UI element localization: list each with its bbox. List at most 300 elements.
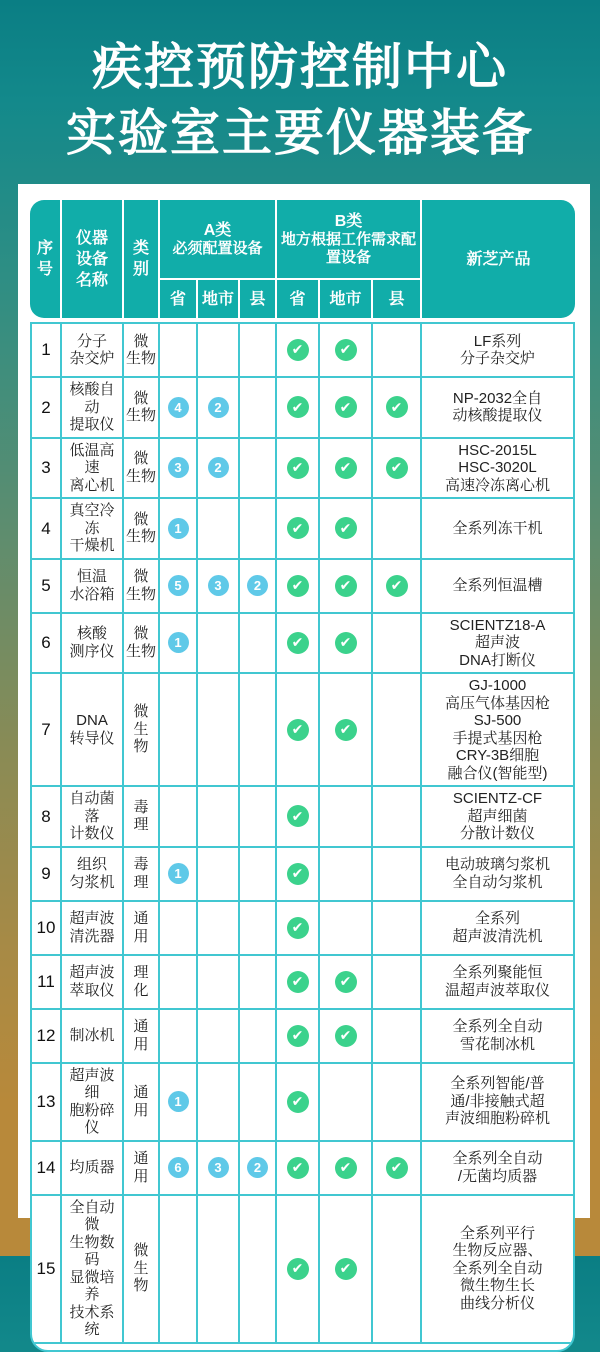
group-b-title: B类 — [334, 212, 363, 230]
cell-index: 9 — [41, 863, 51, 883]
check-icon: ✔ — [287, 396, 309, 418]
cell-index: 4 — [41, 518, 51, 538]
product-line: 分子杂交炉 — [459, 350, 535, 367]
product-line: 超声细菌 — [467, 807, 528, 825]
cell-b-province — [275, 674, 318, 785]
cell-a-county — [238, 787, 275, 846]
cell-b-province — [275, 902, 318, 954]
check-icon: ✔ — [287, 457, 309, 479]
cell-b-city — [318, 560, 371, 612]
cell-b-province — [275, 848, 318, 900]
category-line: 用 — [133, 1167, 149, 1185]
name-line: 显微培养 — [69, 1268, 115, 1303]
cell-a-county — [238, 1010, 275, 1062]
product-line: 全自动匀浆机 — [452, 873, 543, 891]
cell-category — [122, 1196, 158, 1342]
table-row — [32, 1010, 573, 1064]
cell-b-province — [275, 439, 318, 498]
cell-name — [60, 902, 122, 954]
cell-b-province — [275, 956, 318, 1008]
category-line: 通 — [133, 1084, 149, 1101]
cell-b-county — [371, 956, 420, 1008]
product-line: /无菌均质器 — [457, 1167, 538, 1185]
cell-b-province — [275, 324, 318, 376]
group-b-subtitle: 地方根据工作需求配置设备 — [280, 230, 416, 266]
category-line: 微 — [133, 625, 149, 643]
cell-a-province — [158, 439, 196, 498]
product-line: 电动玻璃匀浆机 — [444, 856, 550, 873]
cell-product — [420, 1010, 573, 1062]
table-header — [30, 200, 575, 318]
name-line: 离心机 — [69, 476, 115, 494]
category-line: 通 — [133, 1018, 149, 1035]
poster-title — [0, 34, 600, 166]
cell-category — [122, 674, 158, 785]
check-icon: ✔ — [335, 1025, 357, 1047]
cell-b-city — [318, 674, 371, 785]
cell-index: 10 — [36, 917, 56, 937]
product-line: HSC-3020L — [458, 459, 537, 476]
check-icon: ✔ — [386, 396, 408, 418]
header-a-county: 县 — [238, 278, 275, 318]
product-line: 高压气体基因枪 — [444, 694, 550, 712]
cell-b-city — [318, 1196, 371, 1342]
product-line: 高速冷冻离心机 — [444, 476, 550, 494]
name-line: 水浴箱 — [69, 585, 115, 603]
cell-b-province — [275, 787, 318, 846]
cell-b-city — [318, 499, 371, 558]
cell-b-county — [371, 499, 420, 558]
cell-b-county — [371, 902, 420, 954]
name-line: 制冰机 — [69, 1026, 115, 1044]
cell-a-city — [196, 1010, 238, 1062]
check-icon: ✔ — [335, 396, 357, 418]
name-line: 超声波 — [69, 964, 115, 981]
cell-a-city — [196, 499, 238, 558]
name-line: 自动菌落 — [69, 790, 115, 825]
cell-category — [122, 956, 158, 1008]
category-line: 用 — [133, 1035, 149, 1053]
check-icon: ✔ — [335, 632, 357, 654]
cell-a-city — [196, 378, 238, 437]
table-row — [32, 956, 573, 1010]
cell-b-province — [275, 1064, 318, 1140]
cell-index: 5 — [41, 575, 51, 595]
category-line: 理 — [133, 964, 149, 981]
header-group-a — [158, 200, 275, 278]
cell-index: 6 — [41, 633, 51, 652]
name-line: 核酸自动 — [69, 381, 115, 416]
cell-name — [60, 499, 122, 558]
table-row — [32, 902, 573, 956]
header-a-city: 地市 — [196, 278, 238, 318]
cell-category — [122, 902, 158, 954]
cell-a-city — [196, 1064, 238, 1140]
cell-a-province — [158, 560, 196, 612]
name-line: 核酸 — [76, 625, 107, 643]
category-line: 微 — [133, 332, 149, 350]
cell-a-city — [196, 614, 238, 673]
table-row — [32, 614, 573, 675]
cell-a-county — [238, 324, 275, 376]
category-line: 生物 — [125, 528, 156, 546]
count-badge: 1 — [168, 1091, 189, 1112]
cell-name — [60, 1010, 122, 1062]
cell-product — [420, 848, 573, 900]
cell-b-province — [275, 1010, 318, 1062]
cell-name — [60, 1142, 122, 1194]
cell-product — [420, 902, 573, 954]
cell-product — [420, 499, 573, 558]
cell-a-province — [158, 378, 196, 437]
category-line: 微 — [133, 510, 149, 528]
cell-a-county — [238, 848, 275, 900]
category-line: 理 — [133, 873, 149, 891]
header-b-province: 省 — [275, 278, 318, 318]
cell-category — [122, 1064, 158, 1140]
category-line: 生 — [133, 720, 149, 738]
product-line: 超声波 — [474, 634, 520, 651]
table-row — [32, 324, 573, 378]
cell-a-province — [158, 614, 196, 673]
cell-index: 8 — [41, 806, 51, 826]
poster-title-line2: 实验室主要仪器装备 — [66, 105, 534, 161]
product-line: 全系列全自动 — [452, 1018, 543, 1035]
check-icon: ✔ — [287, 339, 309, 361]
cell-a-county — [238, 1064, 275, 1140]
product-line: 生物反应器、 — [452, 1242, 543, 1260]
cell-product — [420, 614, 573, 673]
name-line: 全自动微 — [69, 1198, 115, 1233]
name-line: 转导仪 — [69, 729, 115, 747]
cell-a-city — [196, 1142, 238, 1194]
product-line: 声波细胞粉碎机 — [444, 1110, 550, 1128]
product-line: 全系列冻干机 — [452, 519, 543, 537]
product-line: 全系列全自动 — [452, 1150, 543, 1167]
cell-product — [420, 378, 573, 437]
cell-product — [420, 1196, 573, 1342]
name-line: 真空冷冻 — [69, 502, 115, 537]
product-line: SJ-500 — [473, 712, 522, 729]
cell-b-city — [318, 324, 371, 376]
product-line: 全系列全自动 — [452, 1259, 543, 1277]
product-line: 全系列智能/普 — [450, 1075, 545, 1093]
cell-b-city — [318, 378, 371, 437]
equipment-table — [30, 200, 575, 1352]
table-card — [18, 184, 590, 1338]
product-line: 通/非接触式超 — [450, 1092, 545, 1110]
cell-category — [122, 614, 158, 673]
product-line: GJ-1000 — [468, 677, 527, 694]
product-line: 全系列平行 — [459, 1224, 535, 1242]
header-group-b — [275, 200, 420, 278]
count-badge: 2 — [247, 1157, 268, 1178]
cell-a-county — [238, 1142, 275, 1194]
header-name: 仪器 设备 名称 — [60, 200, 122, 318]
name-line: 超声波 — [69, 910, 115, 927]
product-line: LF系列 — [473, 332, 522, 350]
cell-a-city — [196, 848, 238, 900]
name-line: 清洗器 — [69, 927, 115, 945]
product-line: 雪花制冰机 — [459, 1035, 535, 1053]
cell-a-province — [158, 499, 196, 558]
category-line: 物 — [133, 738, 149, 756]
count-badge: 5 — [168, 575, 189, 596]
cell-name — [60, 439, 122, 498]
cell-b-province — [275, 1196, 318, 1342]
table-row — [32, 1196, 573, 1344]
cell-b-province — [275, 378, 318, 437]
cell-b-county — [371, 439, 420, 498]
product-line: 微生物生长 — [459, 1277, 535, 1295]
count-badge: 3 — [168, 457, 189, 478]
cell-b-city — [318, 439, 371, 498]
cell-b-county — [371, 324, 420, 376]
header-category: 类别 — [122, 200, 158, 318]
category-line: 毒 — [133, 856, 149, 873]
count-badge: 2 — [247, 575, 268, 596]
header-index: 序号 — [36, 240, 53, 278]
cell-b-province — [275, 560, 318, 612]
cell-name — [60, 848, 122, 900]
cell-a-province — [158, 324, 196, 376]
count-badge: 1 — [168, 518, 189, 539]
cell-category — [122, 560, 158, 612]
cell-b-city — [318, 1142, 371, 1194]
cell-a-city — [196, 956, 238, 1008]
count-badge: 1 — [168, 863, 189, 884]
poster-title-line1: 疾控预防控制中心 — [92, 39, 508, 95]
category-line: 微 — [133, 568, 149, 585]
product-line: 分散计数仪 — [459, 825, 535, 842]
category-line: 通 — [133, 910, 149, 927]
table-row — [32, 1064, 573, 1142]
table-row — [32, 787, 573, 848]
category-line: 用 — [133, 1101, 149, 1119]
cell-a-province — [158, 674, 196, 785]
cell-b-county — [371, 378, 420, 437]
check-icon: ✔ — [335, 517, 357, 539]
cell-index: 14 — [36, 1157, 56, 1177]
category-line: 生物 — [125, 467, 156, 485]
name-line: 胞粉碎仪 — [69, 1101, 115, 1136]
cell-a-city — [196, 674, 238, 785]
cell-a-province — [158, 1142, 196, 1194]
product-line: SCIENTZ-CF — [452, 790, 543, 807]
check-icon: ✔ — [335, 339, 357, 361]
cell-a-county — [238, 378, 275, 437]
check-icon: ✔ — [287, 632, 309, 654]
check-icon: ✔ — [335, 719, 357, 741]
product-line: DNA打断仪 — [459, 651, 536, 669]
cell-index: 13 — [36, 1091, 56, 1111]
table-row — [32, 848, 573, 902]
cell-name — [60, 956, 122, 1008]
product-line: 温超声波萃取仪 — [444, 981, 550, 999]
cell-name — [60, 1196, 122, 1342]
product-line: NP-2032全自 — [452, 389, 543, 407]
cell-name — [60, 324, 122, 376]
cell-b-city — [318, 614, 371, 673]
name-line: 提取仪 — [69, 416, 115, 433]
cell-b-county — [371, 848, 420, 900]
check-icon: ✔ — [287, 517, 309, 539]
name-line: 萃取仪 — [69, 981, 115, 999]
header-b-county: 县 — [371, 278, 420, 318]
product-line: CRY-3B细胞 — [455, 747, 540, 764]
cell-category — [122, 848, 158, 900]
cell-a-county — [238, 956, 275, 1008]
cell-category — [122, 324, 158, 376]
name-line: 组织 — [76, 856, 107, 873]
cell-a-province — [158, 1196, 196, 1342]
category-line: 毒 — [133, 798, 149, 816]
cell-a-province — [158, 1064, 196, 1140]
cell-name — [60, 378, 122, 437]
cell-name — [60, 674, 122, 785]
check-icon: ✔ — [335, 971, 357, 993]
cell-index: 7 — [41, 719, 51, 739]
cell-a-province — [158, 902, 196, 954]
category-line: 通 — [133, 1150, 149, 1167]
cell-a-city — [196, 1196, 238, 1342]
category-line: 生物 — [125, 407, 156, 425]
header-b-city: 地市 — [318, 278, 371, 318]
cell-a-province — [158, 787, 196, 846]
name-line: 干燥机 — [69, 537, 115, 554]
count-badge: 6 — [168, 1157, 189, 1178]
category-line: 化 — [133, 981, 149, 999]
table-row — [32, 378, 573, 439]
product-line: 全系列恒温槽 — [452, 576, 543, 594]
count-badge: 2 — [208, 457, 229, 478]
check-icon: ✔ — [386, 1157, 408, 1179]
product-line: 曲线分析仪 — [459, 1294, 535, 1312]
category-line: 微 — [133, 389, 149, 407]
check-icon: ✔ — [386, 575, 408, 597]
category-line: 理 — [133, 816, 149, 834]
table-body — [30, 322, 575, 1352]
check-icon: ✔ — [287, 917, 309, 939]
category-line: 微 — [133, 450, 149, 468]
cell-name — [60, 1064, 122, 1140]
cell-b-province — [275, 499, 318, 558]
cell-b-county — [371, 674, 420, 785]
table-row — [32, 439, 573, 500]
cell-a-city — [196, 560, 238, 612]
check-icon: ✔ — [335, 575, 357, 597]
check-icon: ✔ — [287, 1258, 309, 1280]
category-line: 生物 — [125, 585, 156, 603]
category-line: 物 — [133, 1277, 149, 1295]
check-icon: ✔ — [287, 575, 309, 597]
cell-a-county — [238, 674, 275, 785]
cell-product — [420, 674, 573, 785]
cell-a-province — [158, 1010, 196, 1062]
cell-b-province — [275, 1142, 318, 1194]
cell-b-city — [318, 787, 371, 846]
cell-a-county — [238, 439, 275, 498]
cell-category — [122, 378, 158, 437]
cell-b-city — [318, 848, 371, 900]
category-line: 微 — [133, 703, 149, 721]
cell-a-city — [196, 324, 238, 376]
cell-a-province — [158, 848, 196, 900]
category-line: 生物 — [125, 350, 156, 367]
name-line: 杂交炉 — [69, 350, 115, 367]
name-line: 技术系统 — [69, 1303, 115, 1338]
cell-index: 1 — [41, 340, 51, 360]
cell-b-county — [371, 1064, 420, 1140]
check-icon: ✔ — [287, 1025, 309, 1047]
cell-index: 15 — [36, 1258, 56, 1278]
category-line: 微 — [133, 1242, 149, 1260]
name-line: 生物数码 — [69, 1233, 115, 1268]
name-line: 恒温 — [76, 568, 107, 585]
header-product: 新芝产品 — [420, 200, 575, 318]
check-icon: ✔ — [287, 863, 309, 885]
table-row — [32, 560, 573, 614]
cell-product — [420, 1064, 573, 1140]
count-badge: 2 — [208, 397, 229, 418]
cell-b-city — [318, 956, 371, 1008]
table-row — [32, 499, 573, 560]
cell-product — [420, 1142, 573, 1194]
table-row — [32, 1142, 573, 1196]
product-line: SCIENTZ18-A — [449, 616, 546, 634]
cell-a-county — [238, 560, 275, 612]
cell-a-province — [158, 956, 196, 1008]
cell-a-county — [238, 902, 275, 954]
cell-category — [122, 787, 158, 846]
cell-b-province — [275, 614, 318, 673]
group-a-subtitle: 必须配置设备 — [172, 239, 263, 257]
cell-product — [420, 560, 573, 612]
check-icon: ✔ — [287, 805, 309, 827]
count-badge: 3 — [208, 575, 229, 596]
name-line: 均质器 — [69, 1158, 115, 1176]
name-line: 分子 — [76, 332, 107, 350]
count-badge: 3 — [208, 1157, 229, 1178]
cell-index: 11 — [37, 971, 55, 991]
cell-name — [60, 614, 122, 673]
product-line: 动核酸提取仪 — [452, 407, 543, 425]
check-icon: ✔ — [287, 719, 309, 741]
cell-a-county — [238, 499, 275, 558]
cell-category — [122, 1142, 158, 1194]
name-line: 测序仪 — [69, 642, 115, 660]
name-line: 低温高速 — [69, 441, 115, 476]
cell-a-county — [238, 1196, 275, 1342]
cell-b-city — [318, 902, 371, 954]
category-line: 用 — [133, 927, 149, 945]
cell-category — [122, 499, 158, 558]
cell-index: 3 — [41, 458, 51, 477]
cell-category — [122, 439, 158, 498]
cell-b-city — [318, 1064, 371, 1140]
cell-b-county — [371, 1010, 420, 1062]
cell-a-city — [196, 902, 238, 954]
check-icon: ✔ — [287, 1157, 309, 1179]
cell-b-county — [371, 1196, 420, 1342]
cell-name — [60, 787, 122, 846]
cell-product — [420, 787, 573, 846]
cell-b-county — [371, 614, 420, 673]
cell-index: 2 — [41, 397, 51, 417]
cell-a-county — [238, 614, 275, 673]
check-icon: ✔ — [335, 1258, 357, 1280]
cell-index: 12 — [36, 1025, 56, 1045]
